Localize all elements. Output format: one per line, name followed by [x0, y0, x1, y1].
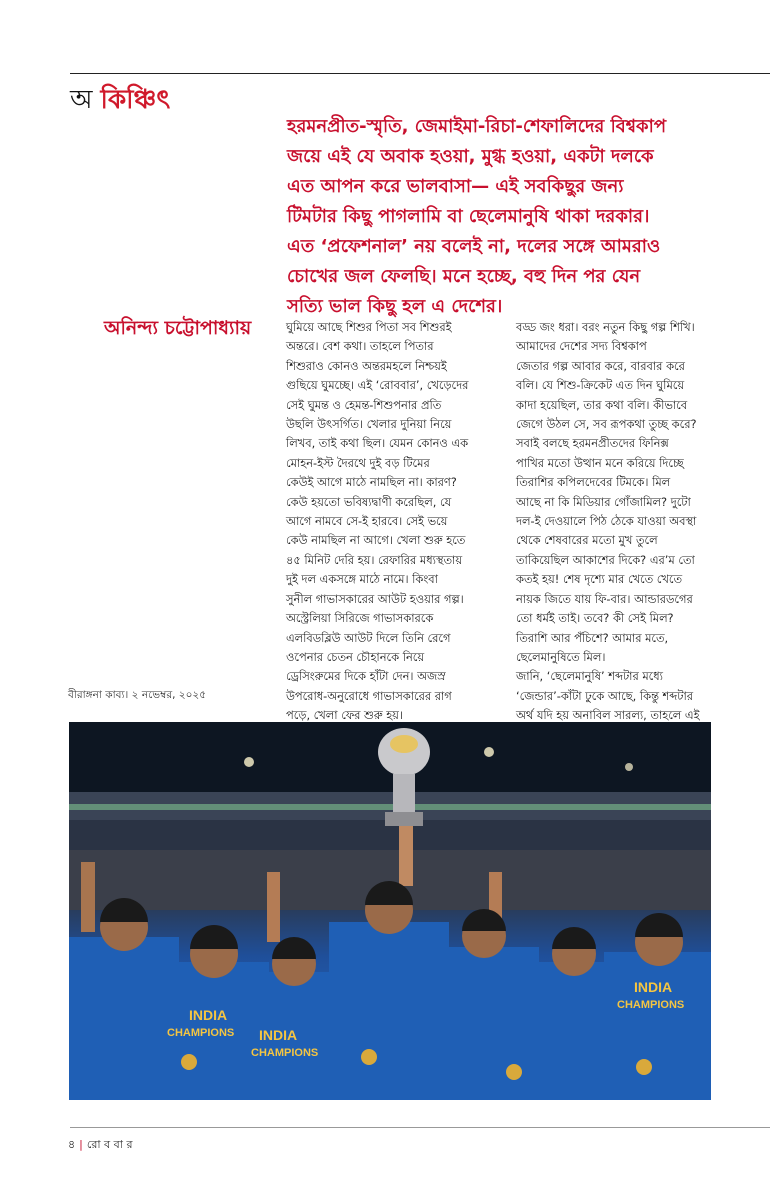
article-line: উছলি উৎসর্গিত। খেলার দুনিয়া নিয়ে: [286, 417, 452, 432]
jersey-text: CHAMPIONS: [617, 999, 685, 1011]
top-rule: [70, 73, 770, 74]
article-line: সবাই বলছে হরমনপ্রীতদের ফিনিক্স: [516, 436, 669, 451]
article-line: তিরাশি আর পঁচিশে? আমার মতে,: [516, 630, 669, 645]
article-line: সুনীল গাভাসকারের আউট হওয়ার গল্প।: [286, 591, 464, 606]
jersey-text: INDIA: [634, 979, 673, 995]
jersey-text: CHAMPIONS: [251, 1047, 319, 1059]
lead-line: টিমটার কিছু পাগলামি বা ছেলেমানুষি থাকা দরকার।: [287, 206, 650, 227]
article-line: অর্থ যদি হয় অনাবিল সারল্য, তাহলে এই: [516, 708, 700, 723]
jersey-text: INDIA: [189, 1007, 228, 1023]
article-line: জেগে উঠল সে, সব রূপকথা তুচ্ছ করে?: [516, 417, 697, 432]
article-line: ড্রেসিংরুমের দিকে হাঁটা দেন। অজস্র: [286, 669, 446, 684]
article-line: কাদা হয়েছিল, তার কথা বলি। কীভাবে: [516, 397, 688, 412]
article-line: কেউ নামছিল না আগে। খেলা শুরু হতে: [286, 533, 466, 548]
article-line: তো ধর্মই তাই। তবে? কী সেই মিল?: [516, 611, 674, 626]
lead-paragraph: [287, 112, 717, 322]
article-line: ওপেনার চেতন চৌহানকে নিয়ে: [286, 649, 425, 664]
footer-separator: |: [79, 1138, 83, 1151]
article-line: কেউই আগে মাঠে নামছিল না। কারণ?: [286, 475, 457, 490]
jersey-text: CHAMPIONS: [167, 1027, 235, 1039]
lead-line: চোখের জল ফেলছি। মনে হচ্ছে, বহু দিন পর যেন: [287, 266, 641, 287]
article-line: বড্ড জং ধরা। বরং নতুন কিছু গল্প শিখি।: [516, 320, 695, 334]
article-line: উপরোধ-অনুরোধে গাভাসকারের রাগ: [286, 688, 452, 703]
section-header: [70, 84, 170, 116]
article-line: গুছিয়ে ঘুমচ্ছে। এই ‘রোববার’, খেড়েদের: [286, 378, 469, 393]
article-line: জানি, ‘ছেলেমানুষি’ শব্দটার মধ্যে: [516, 669, 663, 684]
article-line: মোহন-ইস্ট দৈরথে দুই বড় টিমের: [286, 455, 430, 470]
article-line: শিশুরাও কোনও অন্তরমহলে নিশ্চয়ই: [286, 358, 447, 373]
section-prefix: অ: [70, 85, 93, 115]
article-line: ঘুমিয়ে আছে শিশুর পিতা সব শিশুরই: [286, 320, 452, 334]
article-line: আমাদের দেশের সদ্য বিশ্বকাপ: [516, 339, 647, 354]
article-line: লিখব, তাই কথা ছিল। যেমন কোনও এক: [286, 436, 469, 451]
article-line: তিরাশির কপিলদেবের টিমকে। মিল: [516, 475, 671, 490]
page-footer: [68, 1136, 133, 1155]
article-line: কতই হয়! শেষ দৃশ্যে মার খেতে খেতে: [516, 572, 683, 587]
article-line: বলি। যে শিশু-ক্রিকেট এত দিন ঘুমিয়ে: [516, 378, 685, 393]
lead-line: এত আপন করে ভালবাসা— এই সবকিছুর জন্য: [287, 176, 624, 197]
article-line: ছেলেমানুষিতে মিল।: [516, 649, 606, 664]
article-line: নায়ক জিতে যায় ফি-বার। আন্ডারডগের: [516, 591, 693, 606]
magazine-name: রো ব বা র: [86, 1138, 133, 1151]
lead-line: সত্যি ভাল কিছু হল এ দেশের।: [287, 296, 503, 317]
section-name: কিঞ্চিৎ: [100, 85, 171, 115]
article-line: পড়ে, খেলা ফের শুরু হয়।: [286, 708, 403, 723]
article-line: অস্ট্রেলিয়া সিরিজে গাভাসকারকে: [286, 611, 434, 626]
article-line: থেকে শেষবারের মতো মুখ তুলে: [516, 533, 658, 548]
team-celebration-photo: [69, 722, 711, 1100]
page-number: ৪: [68, 1138, 76, 1151]
photo-caption: বীরাঙ্গনা কাব্য। ২ নভেম্বর, ২০২৫: [68, 689, 207, 701]
article-line: ৪৫ মিনিট দেরি হয়। রেফারির মধ্যস্থতায়: [286, 552, 463, 567]
article-line: পাখির মতো উত্থান মনে করিয়ে দিচ্ছে: [516, 455, 684, 470]
article-line: জেতার গল্প আবার করে, বারবার করে: [516, 358, 685, 373]
lead-line: জয়ে এই যে অবাক হওয়া, মুগ্ধ হওয়া, একটা দলকে: [287, 146, 654, 167]
bottom-rule: [70, 1127, 770, 1128]
article-line: দুই দল একসঙ্গে মাঠে নামে। কিংবা: [286, 572, 438, 587]
article-line: দল-ই দেওয়ালে পিঠ ঠেকে যাওয়া অবস্থা: [516, 514, 697, 529]
article-line: তাকিয়েছিল আকাশের দিকে? এর’ম তো: [516, 552, 695, 567]
author-byline: অনিন্দ্য চট্টোপাধ্যায়: [104, 317, 252, 339]
article-line: এলবিডব্লিউ আউট দিলে তিনি রেগে: [286, 630, 451, 645]
photo-illustration: [69, 722, 711, 1100]
article-line: সেই ঘুমন্ত ও হেমন্ত-শিশুপনার প্রতি: [286, 397, 442, 412]
article-line: আছে না কি মিডিয়ার গোঁজামিল? দুটো: [516, 494, 691, 509]
jersey-text: INDIA: [259, 1027, 298, 1043]
article-column-1: [286, 318, 516, 745]
lead-line: এত ‘প্রফেশনাল’ নয় বলেই না, দলের সঙ্গে আমরাও: [287, 236, 661, 257]
article-line: ‘জেন্ডার’-কাঁটা ঢুকে আছে, কিন্তু শব্দটার: [516, 688, 694, 703]
article-line: অন্তরে। বেশ কথা। তাহলে পিতার: [286, 339, 434, 354]
article-line: কেউ হয়তো ভবিষ্যদ্বাণী করেছিল, যে: [286, 494, 452, 509]
article-line: আগে নামবে সে-ই হারবে। সেই ভয়ে: [286, 514, 448, 529]
lead-line: হরমনপ্রীত-স্মৃতি, জেমাইমা-রিচা-শেফালিদের বিশ্বকাপ: [287, 116, 667, 137]
article-column-2: [516, 318, 716, 745]
